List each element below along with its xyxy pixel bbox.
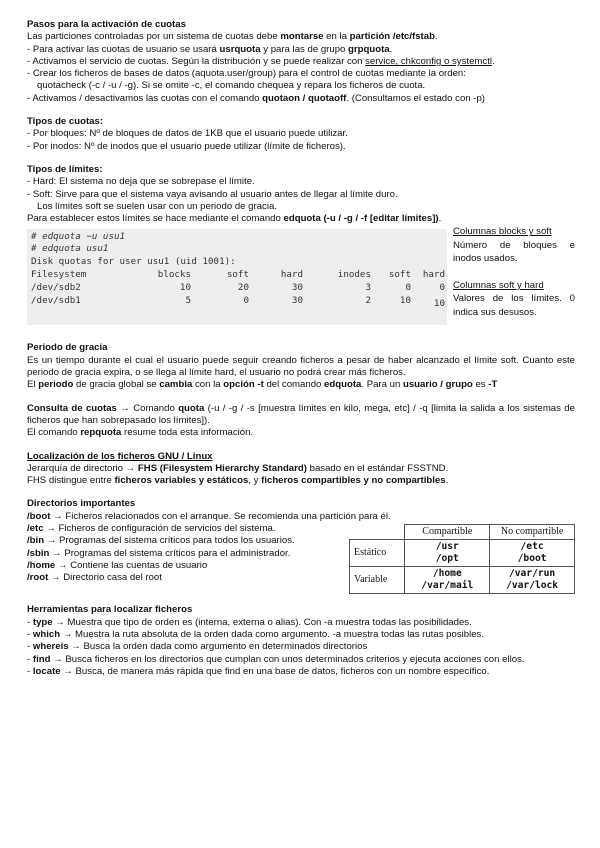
paragraph-line: El comando repquota resume toda esta información.: [27, 427, 254, 439]
section-title: Periodo de gracia: [27, 342, 108, 354]
code-line: # edquota usu1: [31, 243, 109, 255]
code-header-cell: blocks: [157, 269, 191, 281]
paragraph-line: - Hard: El sistema no deja que se sobrepase el límite.: [27, 176, 255, 188]
paragraph-line: Para establecer estos límites se hace mediante el comando edquota (-u / -g / -f [editar límites]).: [27, 213, 442, 225]
section-herramientas: [27, 604, 575, 678]
code-cell: 0: [405, 282, 411, 294]
code-header-cell: Filesystem: [31, 269, 87, 281]
code-cell: 0: [243, 295, 249, 307]
section-periodo-gracia: [27, 342, 575, 391]
code-cell: 20: [237, 282, 249, 294]
section-title: Pasos para la activación de cuotas: [27, 19, 186, 30]
document-page: [27, 19, 575, 689]
table-cell: /var/run /var/lock: [490, 567, 575, 594]
fhs-table: [349, 524, 575, 594]
table-cell: /etc /boot: [490, 540, 575, 567]
code-line: Disk quotas for user usu1 (uid 1001):: [31, 256, 236, 268]
code-cell: 10: [179, 282, 191, 294]
list-item: /etc → Ficheros de configuración de servicios del sistema.: [27, 523, 276, 535]
list-item: - find → Busca ficheros en los directorios que cumplan con unos determinados criterios y ejecuta acciones con ellos.: [27, 653, 525, 665]
paragraph: Es un tiempo durante el cual el usuario puede seguir creando ficheros a pesar de haber alcanzado el límite soft. Cuanto este periodo de gracia expira, o se llega al límite hard, el usuario no podrá crear más ficheros.: [27, 354, 575, 379]
code-cell: /dev/sdb2: [31, 282, 81, 294]
section-tipos-limites: [27, 164, 575, 225]
code-cell: 3: [365, 282, 371, 294]
list-item: /home → Contiene las cuentas de usuario: [27, 559, 208, 571]
note-title: Columnas blocks y soft: [453, 226, 552, 238]
paragraph-line: - Soft: Sirve para que el sistema vaya avisando al usuario antes de llegar al límite duro.: [27, 188, 398, 200]
paragraph-line: - Activamos el servicio de cuotas. Según la distribución y se puede realizar con service, chkconfig o systemctl.: [27, 55, 495, 67]
paragraph-line: Los límites soft se suelen usar con un periodo de gracia.: [37, 200, 277, 212]
code-line: # edquota −u usu1: [31, 231, 126, 243]
table-header: No compartible: [490, 525, 575, 540]
list-item: /sbin → Programas del sistema críticos para el administrador.: [27, 547, 291, 559]
service-link-text: service, chkconfig o systemctl: [365, 55, 492, 67]
code-cell: 0: [439, 282, 445, 294]
list-item: /boot → Ficheros relacionados con el arranque. Se recomienda una partición para él.: [27, 510, 391, 522]
code-header-cell: inodes: [337, 269, 371, 281]
paragraph: Consulta de cuotas → Comando quota (-u / -g / -s [muestra límites en kilo, mega, etc] / -q [limita la salida a los sistemas de ficheros que han sobrepasado los límites]).: [27, 402, 575, 426]
side-notes: [453, 225, 575, 319]
list-item: - which → Muestra la ruta absoluta de la orden dada como argumento. -a muestra todas las rutas posibles.: [27, 629, 485, 641]
paragraph-line: El periodo de gracia global se cambia con la opción -t del comando edquota. Para un usuario / grupo es -T: [27, 379, 498, 391]
list-item: /bin → Programas del sistema críticos para todos los usuarios.: [27, 535, 295, 547]
paragraph-line: - Por inodos: Nº de inodos que el usuario puede utilizar (límite de ficheros).: [27, 140, 346, 152]
section-title: Localización de los ficheros GNU / Linux: [27, 450, 213, 462]
code-cell: 10: [433, 298, 445, 310]
section-title: Tipos de límites:: [27, 163, 103, 175]
code-cell: 10: [399, 295, 411, 307]
paragraph-line: - Activamos / desactivamos las cuotas con el comando quotaon / quotaoff. (Consultamos el estado con -p): [27, 92, 486, 104]
paragraph-line: quotacheck (-c / -u / -g). Si se omite -c, el comando chequea y repara los ficheros de cuota.: [37, 80, 426, 92]
section-title: Directorios importantes: [27, 498, 136, 510]
note-text: Número de bloques e inodos usados.: [453, 239, 575, 265]
code-cell: 2: [365, 295, 371, 307]
table-header: Compartible: [405, 525, 490, 540]
section-title: Consulta de cuotas: [27, 402, 117, 414]
table-row-label: Estático: [350, 540, 405, 567]
paragraph-line: - Por bloques: Nº de bloques de datos de 1KB que el usuario puede utilizar.: [27, 128, 348, 140]
list-item: - locate → Busca, de manera más rápida que find en una base de datos, ficheros con un nombre específico.: [27, 665, 490, 677]
note-text: Valores de los límites. 0 indica sus desusos.: [453, 293, 575, 318]
code-block: [27, 229, 447, 325]
code-header-cell: soft: [226, 269, 249, 281]
paragraph-line: Jerarquía de directorio → FHS (Filesystem Hierarchy Standard) basado en el estándar FSSTND.: [27, 462, 449, 474]
section-activacion-cuotas: [27, 19, 575, 105]
table-cell: /home /var/mail: [405, 567, 490, 594]
paragraph-line: Las particiones controladas por un sistema de cuotas debe montarse en la partición /etc/fstab.: [27, 31, 438, 43]
edquota-example: [27, 225, 575, 331]
list-item: /root → Directorio casa del root: [27, 572, 162, 584]
list-item: - whereis → Busca la orden dada como argumento en determinados directorios: [27, 641, 368, 653]
section-title: Herramientas para localizar ficheros: [27, 604, 193, 616]
paragraph-line: FHS distingue entre ficheros variables y estáticos, y ficheros compartibles y no compartibles.: [27, 475, 449, 487]
section-directorios: [27, 498, 575, 604]
code-header-cell: hard: [280, 269, 303, 281]
list-item: - type → Muestra que tipo de orden es (interna, externa o alias). Con -a muestra todas las posibilidades.: [27, 616, 472, 628]
code-cell: 5: [185, 295, 191, 307]
note-title: Columnas soft y hard: [453, 279, 544, 291]
paragraph-line: - Crear los ficheros de bases de datos (aquota.user/group) para el control de cuotas mediante la orden:: [27, 68, 466, 80]
section-title: Tipos de cuotas:: [27, 116, 104, 128]
code-cell: 30: [291, 282, 303, 294]
code-cell: /dev/sdb1: [31, 295, 81, 307]
section-consulta-cuotas: [27, 403, 575, 440]
section-localizacion: [27, 451, 575, 488]
section-tipos-cuotas: [27, 116, 575, 153]
table-row-label: Variable: [350, 567, 405, 594]
table-cell: /usr /opt: [405, 540, 490, 567]
code-cell: 30: [291, 295, 303, 307]
code-header-cell: hard: [422, 269, 445, 281]
paragraph-line: - Para activar las cuotas de usuario se usará usrquota y para las de grupo grpquota.: [27, 43, 393, 55]
code-header-cell: soft: [388, 269, 411, 281]
